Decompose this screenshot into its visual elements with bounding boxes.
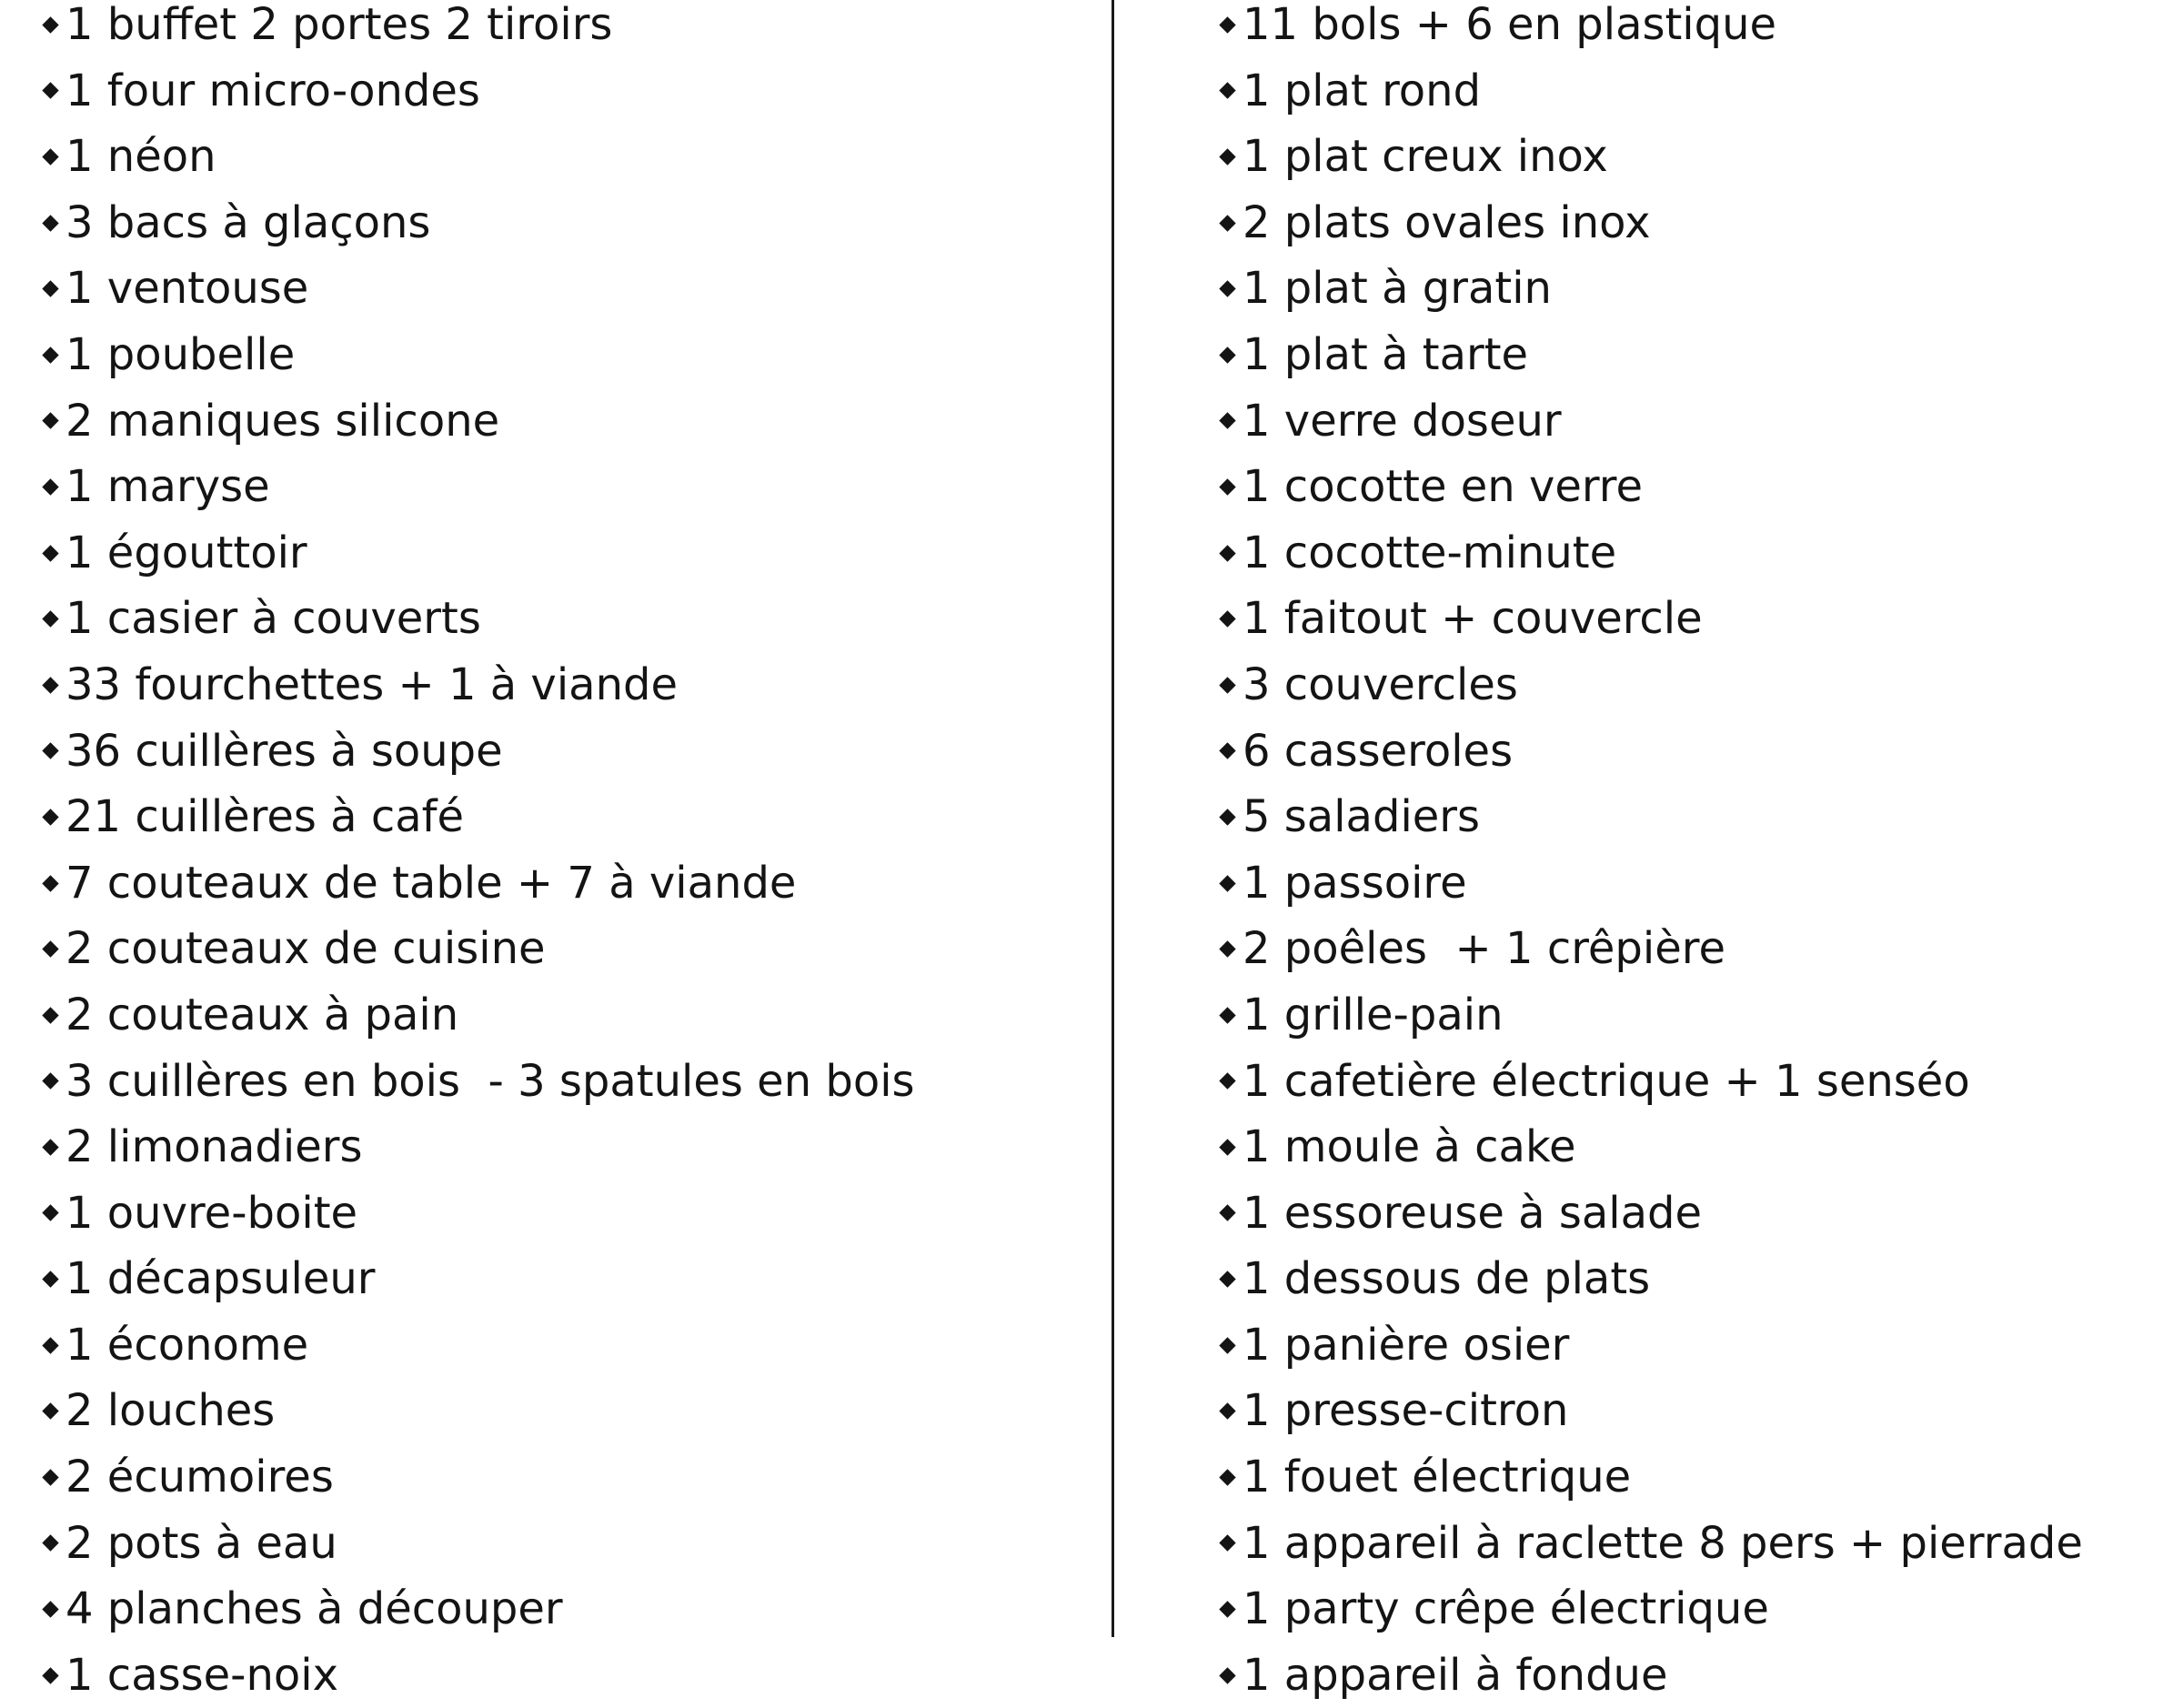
list-item [1217, 586, 2083, 652]
diamond-bullet-icon [42, 545, 58, 561]
list-item-text: 2 plats ovales inox [1242, 196, 1651, 248]
list-item [40, 1049, 915, 1115]
diamond-bullet-icon [1219, 280, 1235, 296]
list-item [40, 586, 915, 652]
list-item-text: 21 cuillères à café [65, 791, 465, 843]
list-item [40, 388, 915, 455]
list-item [1217, 1114, 2083, 1181]
list-item [40, 1643, 915, 1708]
list-item-text: 33 fourchettes + 1 à viande [65, 658, 679, 710]
list-item-text: 2 écumoires [65, 1452, 334, 1503]
list-item-text: 1 buffet 2 portes 2 tiroirs [65, 0, 613, 50]
diamond-bullet-icon [1219, 347, 1235, 363]
diamond-bullet-icon [1219, 83, 1235, 99]
list-item [1217, 322, 2083, 388]
diamond-bullet-icon [42, 1535, 58, 1552]
list-item [1217, 388, 2083, 455]
list-item-text: 1 four micro-ondes [65, 65, 480, 116]
list-item-text: 2 limonadiers [65, 1121, 363, 1173]
list-item [1217, 1444, 2083, 1511]
list-item-text: 7 couteaux de table + 7 à viande [65, 857, 797, 909]
list-item-text: 1 ventouse [65, 263, 309, 315]
list-item-text: 2 pots à eau [65, 1517, 337, 1569]
diamond-bullet-icon [42, 1007, 58, 1023]
diamond-bullet-icon [1219, 215, 1235, 231]
list-item-text: 1 égouttoir [65, 527, 307, 578]
diamond-bullet-icon [42, 1271, 58, 1287]
diamond-bullet-icon [42, 1139, 58, 1155]
list-item [40, 454, 915, 520]
diamond-bullet-icon [1219, 875, 1235, 891]
list-item-text: 1 néon [65, 131, 216, 183]
list-item-text: 1 cafetière électrique + 1 senséo [1242, 1055, 1970, 1107]
list-item [40, 784, 915, 850]
list-item [40, 58, 915, 125]
diamond-bullet-icon [1219, 478, 1235, 495]
list-item [1217, 1312, 2083, 1379]
list-item [40, 1576, 915, 1643]
list-item [40, 1444, 915, 1511]
list-item [40, 652, 915, 718]
column-divider [1112, 0, 1114, 1637]
list-item [1217, 454, 2083, 520]
list-item-text: 1 poubelle [65, 328, 296, 380]
list-item [40, 190, 915, 256]
list-item [1217, 652, 2083, 718]
diamond-bullet-icon [42, 280, 58, 296]
diamond-bullet-icon [1219, 1601, 1235, 1617]
list-item-text: 6 casseroles [1242, 725, 1514, 777]
list-item [40, 1181, 915, 1247]
list-item [1217, 1643, 2083, 1708]
list-item [40, 520, 915, 587]
list-item [40, 916, 915, 982]
diamond-bullet-icon [42, 478, 58, 495]
diamond-bullet-icon [42, 215, 58, 231]
list-item-text: 1 essoreuse à salade [1242, 1187, 1702, 1239]
left-column-list [40, 0, 915, 1708]
list-item-text: 2 louches [65, 1385, 276, 1437]
diamond-bullet-icon [1219, 1205, 1235, 1221]
list-item [1217, 784, 2083, 850]
diamond-bullet-icon [42, 1205, 58, 1221]
list-item [1217, 58, 2083, 125]
diamond-bullet-icon [42, 1337, 58, 1353]
list-item-text: 1 plat rond [1242, 65, 1482, 116]
list-item [40, 124, 915, 190]
list-item-text: 1 ouvre-boite [65, 1187, 358, 1239]
list-item [40, 850, 915, 917]
list-item [40, 1511, 915, 1577]
list-item [1217, 916, 2083, 982]
list-item-text: 1 verre doseur [1242, 395, 1562, 447]
diamond-bullet-icon [42, 16, 58, 33]
list-item [40, 1246, 915, 1312]
diamond-bullet-icon [1219, 1469, 1235, 1485]
list-item-text: 3 cuillères en bois - 3 spatules en bois [65, 1055, 915, 1107]
list-item [1217, 124, 2083, 190]
diamond-bullet-icon [42, 1667, 58, 1683]
list-item-text: 5 saladiers [1242, 791, 1481, 843]
list-item-text: 1 plat à tarte [1242, 328, 1529, 380]
diamond-bullet-icon [42, 809, 58, 825]
diamond-bullet-icon [42, 1601, 58, 1617]
diamond-bullet-icon [42, 148, 58, 165]
list-item [40, 322, 915, 388]
right-column-list [1217, 0, 2083, 1708]
list-item-text: 1 décapsuleur [65, 1253, 376, 1305]
list-item [1217, 520, 2083, 587]
list-item-text: 1 appareil à raclette 8 pers + pierrade [1242, 1517, 2083, 1569]
diamond-bullet-icon [1219, 610, 1235, 627]
list-item [40, 1114, 915, 1181]
diamond-bullet-icon [1219, 1535, 1235, 1552]
diamond-bullet-icon [1219, 1271, 1235, 1287]
list-item-text: 2 couteaux à pain [65, 989, 459, 1040]
list-item [1217, 1576, 2083, 1643]
list-item [1217, 718, 2083, 785]
diamond-bullet-icon [1219, 545, 1235, 561]
list-item [1217, 1378, 2083, 1444]
list-item-text: 2 couteaux de cuisine [65, 923, 546, 975]
list-item [1217, 1181, 2083, 1247]
list-item [1217, 1246, 2083, 1312]
list-item-text: 1 cocotte-minute [1242, 527, 1617, 578]
list-item [40, 1378, 915, 1444]
list-item [1217, 1511, 2083, 1577]
list-item [40, 1312, 915, 1379]
list-item-text: 1 dessous de plats [1242, 1253, 1651, 1305]
diamond-bullet-icon [1219, 413, 1235, 429]
diamond-bullet-icon [42, 677, 58, 693]
list-item [1217, 190, 2083, 256]
list-item-text: 1 plat creux inox [1242, 131, 1608, 183]
list-item [40, 0, 915, 58]
diamond-bullet-icon [1219, 1139, 1235, 1155]
diamond-bullet-icon [42, 413, 58, 429]
diamond-bullet-icon [42, 743, 58, 759]
list-item-text: 1 presse-citron [1242, 1385, 1569, 1437]
diamond-bullet-icon [1219, 743, 1235, 759]
list-item-text: 1 appareil à fondue [1242, 1649, 1668, 1701]
diamond-bullet-icon [42, 875, 58, 891]
diamond-bullet-icon [42, 940, 58, 957]
diamond-bullet-icon [1219, 1667, 1235, 1683]
list-item-text: 1 party crêpe électrique [1242, 1583, 1769, 1635]
list-item-text: 1 moule à cake [1242, 1121, 1576, 1173]
diamond-bullet-icon [42, 1403, 58, 1420]
list-item-text: 1 grille-pain [1242, 989, 1504, 1040]
diamond-bullet-icon [1219, 148, 1235, 165]
diamond-bullet-icon [1219, 16, 1235, 33]
list-item-text: 4 planches à découper [65, 1583, 563, 1635]
list-item-text: 1 cocotte en verre [1242, 461, 1643, 513]
diamond-bullet-icon [42, 610, 58, 627]
diamond-bullet-icon [42, 83, 58, 99]
list-item [1217, 850, 2083, 917]
list-item-text: 2 poêles + 1 crêpière [1242, 923, 1725, 975]
diamond-bullet-icon [1219, 1403, 1235, 1420]
list-item [1217, 982, 2083, 1049]
list-item [40, 256, 915, 322]
list-item-text: 1 plat à gratin [1242, 263, 1552, 315]
list-item-text: 3 couvercles [1242, 658, 1518, 710]
list-item-text: 3 bacs à glaçons [65, 196, 431, 248]
list-item-text: 2 maniques silicone [65, 395, 500, 447]
list-item [1217, 256, 2083, 322]
list-item-text: 1 fouet électrique [1242, 1452, 1632, 1503]
diamond-bullet-icon [1219, 1337, 1235, 1353]
diamond-bullet-icon [42, 347, 58, 363]
diamond-bullet-icon [1219, 677, 1235, 693]
diamond-bullet-icon [42, 1469, 58, 1485]
list-item [40, 982, 915, 1049]
diamond-bullet-icon [1219, 1007, 1235, 1023]
list-item-text: 1 économe [65, 1319, 309, 1371]
list-item-text: 1 maryse [65, 461, 270, 513]
diamond-bullet-icon [42, 1073, 58, 1090]
list-item-text: 1 panière osier [1242, 1319, 1570, 1371]
list-item [1217, 1049, 2083, 1115]
list-item-text: 11 bols + 6 en plastique [1242, 0, 1777, 50]
list-item-text: 1 casier à couverts [65, 593, 481, 645]
list-item [1217, 0, 2083, 58]
diamond-bullet-icon [1219, 1073, 1235, 1090]
diamond-bullet-icon [1219, 940, 1235, 957]
list-item-text: 36 cuillères à soupe [65, 725, 503, 777]
list-item-text: 1 casse-noix [65, 1649, 338, 1701]
list-item-text: 1 passoire [1242, 857, 1467, 909]
list-item [40, 718, 915, 785]
list-item-text: 1 faitout + couvercle [1242, 593, 1703, 645]
diamond-bullet-icon [1219, 809, 1235, 825]
